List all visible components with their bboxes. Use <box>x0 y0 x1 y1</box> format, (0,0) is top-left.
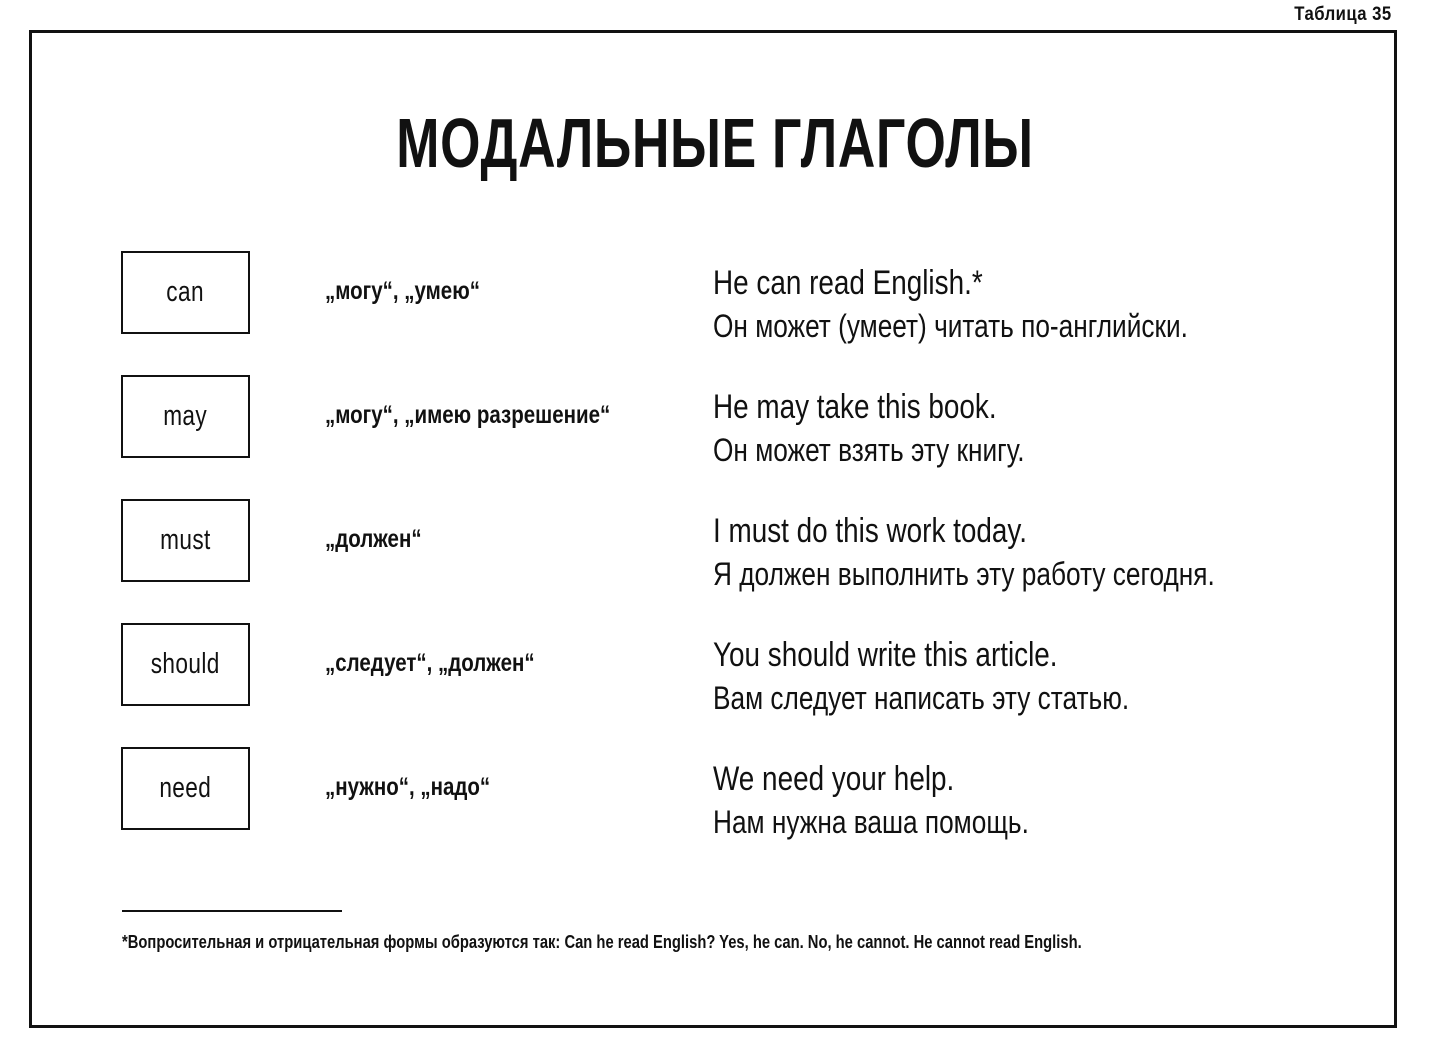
verb-box <box>121 251 250 334</box>
verb-box <box>121 747 250 830</box>
footnote: *Вопросительная и отрицательная формы образуются так: Can he read English? Yes, he can. No, he cannot. He cannot read English. <box>122 932 1082 952</box>
example-russian: Я должен выполнить эту работу сегодня. <box>713 556 1215 592</box>
verb-row-may <box>0 375 1430 468</box>
verb-box <box>121 623 250 706</box>
verb-row-must <box>0 499 1430 592</box>
verb-label: can <box>166 276 205 308</box>
verb-row-should <box>0 623 1430 716</box>
verb-label: should <box>150 648 221 680</box>
verb-label: must <box>160 524 211 556</box>
verb-translation: „могу“, „имею разрешение“ <box>325 401 611 429</box>
example-english: He may take this book. <box>713 388 997 426</box>
example-english: He can read English.* <box>713 264 983 302</box>
example-russian: Нам нужна ваша помощь. <box>713 804 1029 840</box>
verb-translation: „должен“ <box>325 525 422 553</box>
verb-row-need <box>0 747 1430 840</box>
verb-box <box>121 499 250 582</box>
example-english: I must do this work today. <box>713 512 1028 550</box>
example-russian: Вам следует написать эту статью. <box>713 680 1130 716</box>
example-russian: Он может (умеет) читать по-английски. <box>713 308 1188 344</box>
table-number: Таблица 35 <box>1294 4 1392 25</box>
verb-label: may <box>163 400 208 432</box>
example-russian: Он может взять эту книгу. <box>713 432 1025 468</box>
example-english: You should write this article. <box>713 636 1058 674</box>
example-english: We need your help. <box>713 760 955 798</box>
verb-box <box>121 375 250 458</box>
verb-translation: „следует“, „должен“ <box>325 649 535 677</box>
verb-label: need <box>159 772 212 804</box>
verb-row-can <box>0 251 1430 344</box>
footnote-divider <box>122 910 342 912</box>
verb-translation: „могу“, „умею“ <box>325 277 480 305</box>
page-title: МОДАЛЬНЫЕ ГЛАГОЛЫ <box>396 104 1034 182</box>
verb-translation: „нужно“, „надо“ <box>325 773 491 801</box>
